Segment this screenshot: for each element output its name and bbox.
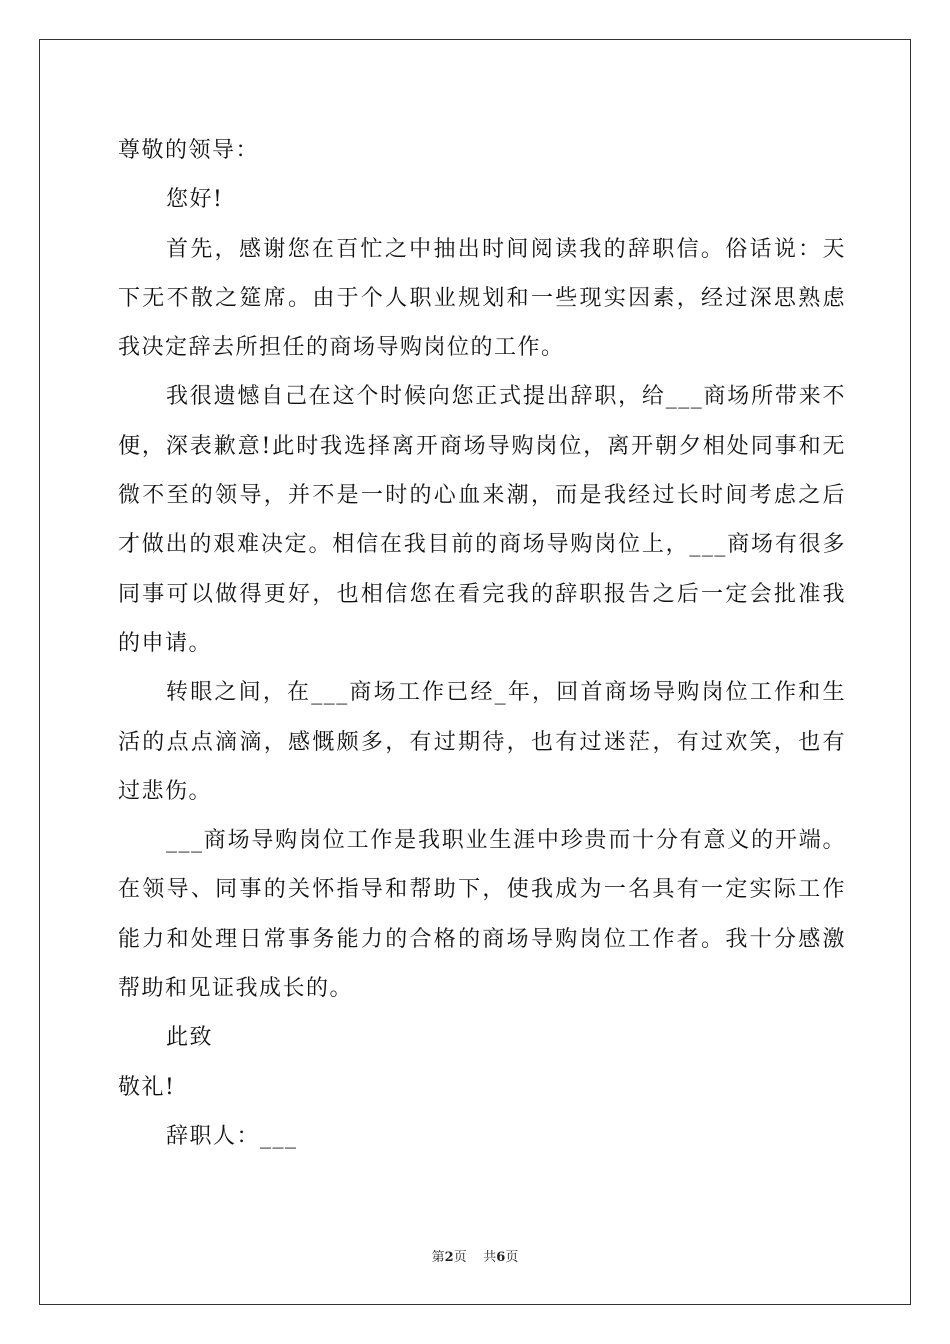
greeting: 您好! bbox=[166, 187, 224, 213]
regards: 敬礼! bbox=[118, 1074, 176, 1100]
closing: 此致 bbox=[166, 1025, 214, 1051]
total-suffix: 页 bbox=[505, 1250, 519, 1265]
page-total: 6 bbox=[496, 1250, 506, 1265]
paragraph-2: 我很遗憾自己在这个时候向您正式提出辞职，给___商场所带来不便，深表歉意!此时我选择离开商场导购岗位，离开朝夕相处同事和无微不至的领导，并不是一时的心血来潮，而是我经过长时间考虑之后才做出的艰难决定。相信在我目前的商场导购岗位上，___商场有很多同事可以做得更好，也相信您在看完我的辞职报告之后一定会批准我的申请。 bbox=[118, 384, 846, 656]
paragraph-3: 转眼之间，在___商场工作已经_年，回首商场导购岗位工作和生活的点点滴滴，感慨颇多，有过期待，也有过迷茫，有过欢笑，也有过悲伤。 bbox=[118, 680, 846, 804]
page-prefix: 第 bbox=[431, 1250, 445, 1265]
page-suffix: 页 bbox=[453, 1250, 467, 1265]
page-current: 2 bbox=[444, 1250, 454, 1265]
page-footer bbox=[0, 1246, 950, 1265]
signature: 辞职人：___ bbox=[166, 1123, 298, 1149]
letter-body bbox=[118, 126, 846, 1161]
salutation: 尊敬的领导： bbox=[118, 138, 260, 163]
paragraph-4: ___商场导购岗位工作是我职业生涯中珍贵而十分有意义的开端。在领导、同事的关怀指导和帮助下，使我成为一名具有一定实际工作能力和处理日常事务能力的合格的商场导购岗位工作者。我十分感激帮助和见证我成长的。 bbox=[118, 828, 846, 1002]
paragraph-1: 首先，感谢您在百忙之中抽出时间阅读我的辞职信。俗话说：天下无不散之筵席。由于个人职业规划和一些现实因素，经过深思熟虑我决定辞去所担任的商场导购岗位的工作。 bbox=[118, 236, 846, 361]
total-prefix: 共 bbox=[483, 1250, 497, 1265]
